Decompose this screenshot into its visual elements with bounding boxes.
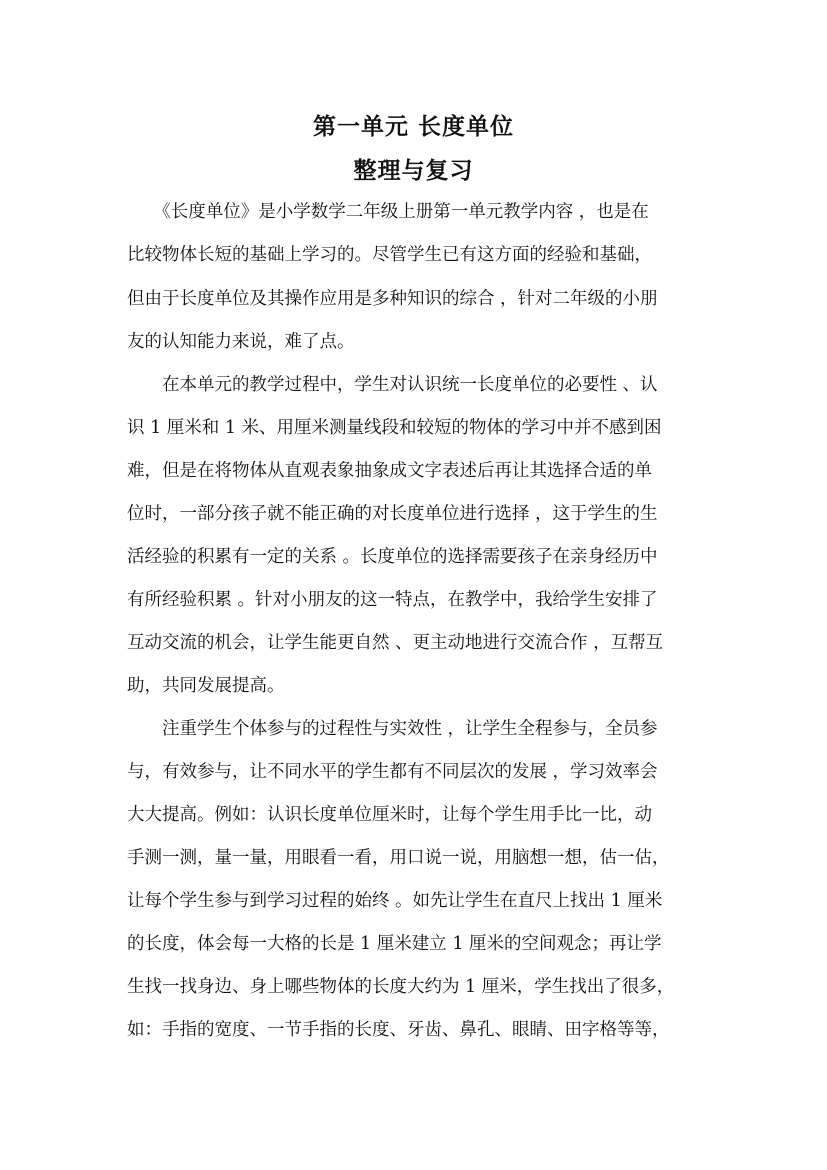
body-text-line: 手测一测，量一量，用眼看一看，用口说一说，用脑想一想，估一估， (127, 848, 670, 868)
body-text-line: 位时，一部分孩子就不能正确的对长度单位进行选择 ，这于学生的生 (127, 504, 658, 524)
body-text-line: 让每个学生参与到学习过程的始终 。如先让学生在直尺上找出 1 厘米 (127, 891, 663, 911)
body-text-line: 大大提高。例如：认识长度单位厘米时，让每个学生用手比一比，动 (127, 805, 652, 825)
body-text-line: 助，共同发展提高。 (127, 676, 285, 696)
body-text-line: 注重学生个体参与的过程性与实效性 ，让学生全程参与，全员参 (127, 719, 658, 739)
page-subtitle: 整理与复习 (353, 157, 474, 184)
body-text-line: 在本单元的教学过程中，学生对认识统一长度单位的必要性 、认 (127, 375, 658, 395)
body-text-line: 识 1 厘米和 1 米、用厘米测量线段和较短的物体的学习中并不感到困 (127, 418, 662, 438)
body-text-line: 比较物体长短的基础上学习的。尽管学生已有这方面的经验和基础， (127, 245, 652, 265)
body-text-line: 如：手指的宽度、一节手指的长度、牙齿、鼻孔、眼睛、田字格等等， (127, 1020, 670, 1040)
body-text-line: 有所经验积累 。针对小朋友的这一特点，在教学中，我给学生安排了 (127, 590, 658, 610)
body-text-line: 的长度，体会每一大格的长是 1 厘米建立 1 厘米的空间观念；再让学 (127, 934, 662, 954)
body-text-line: 《长度单位》是小学数学二年级上册第一单元教学内容 ，也是在 (127, 202, 649, 222)
body-text-line: 友的认知能力来说，难了点。 (127, 332, 355, 352)
body-text-line: 活经验的积累有一定的关系 。长度单位的选择需要孩子在亲身经历中 (127, 547, 658, 567)
body-text-line: 生找一找身边、身上哪些物体的长度大约为 1 厘米，学生找出了很多， (127, 977, 675, 997)
body-text-line: 与，有效参与，让不同水平的学生都有不同层次的发展 ，学习效率会 (127, 762, 658, 782)
page-title: 第一单元 长度单位 (312, 113, 514, 140)
body-text-line: 难，但是在将物体从直观表象抽象成文字表述后再让其选择合适的单 (127, 461, 652, 481)
body-text-line: 互动交流的机会，让学生能更自然 、更主动地进行交流合作 ，互帮互 (127, 633, 664, 653)
body-text-line: 但由于长度单位及其操作应用是多种知识的综合 ，针对二年级的小朋 (127, 289, 658, 309)
